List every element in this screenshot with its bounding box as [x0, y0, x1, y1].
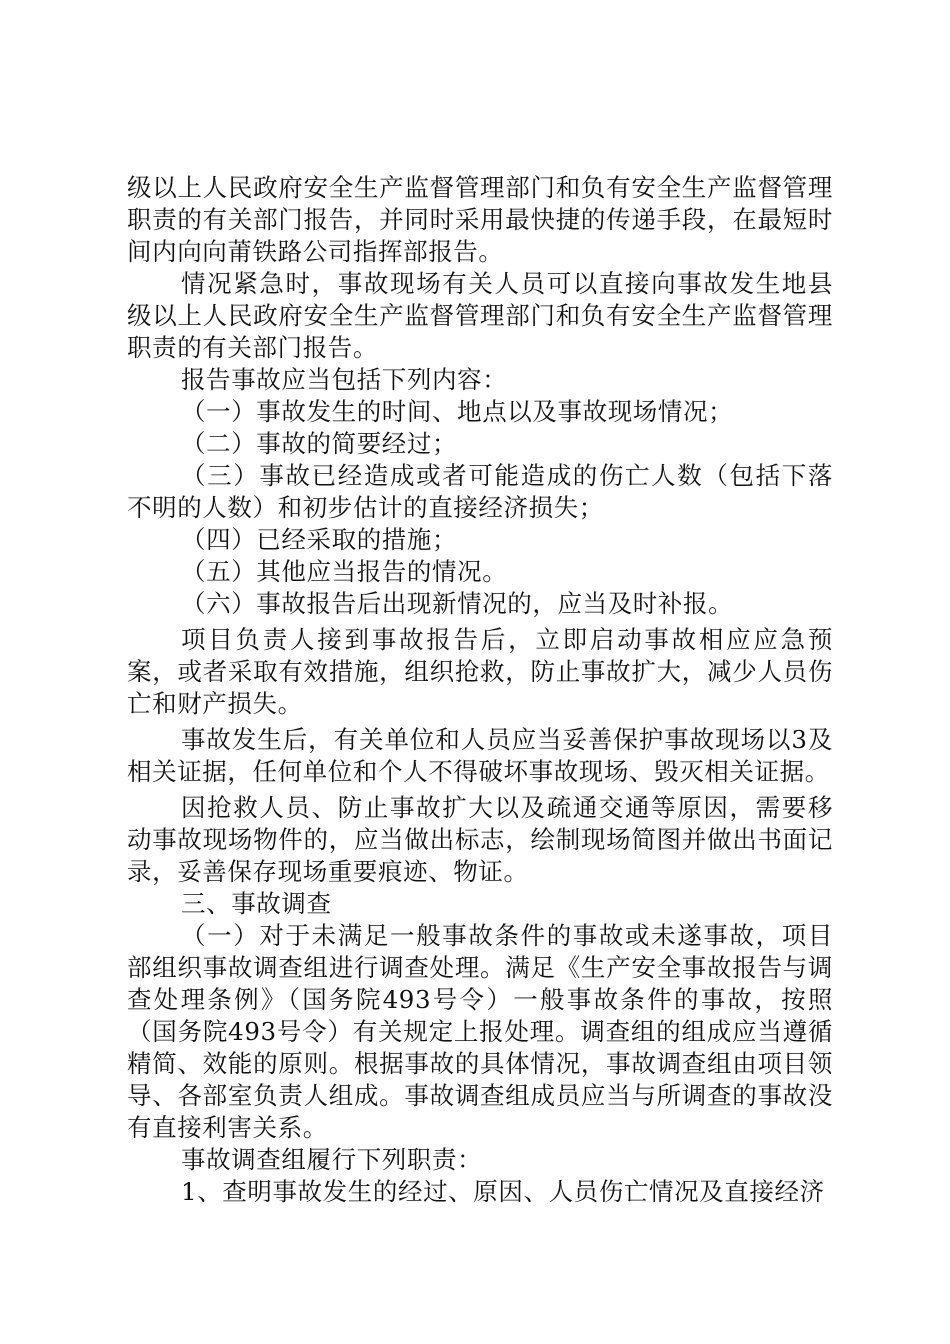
document-body [127, 172, 833, 1208]
paragraph-report-continuation: 级以上人民政府安全生产监督管理部门和负有安全生产监督管理职责的有关部门报告，并同时采用最快捷的传递手段，在最短时间内向向莆铁路公司指挥部报告。 [127, 173, 833, 266]
paragraph-team-duties-intro: 事故调查组履行下列职责： [181, 1145, 483, 1174]
list-item-report-3: （三）事故已经造成或者可能造成的伤亡人数（包括下落不明的人数）和初步估计的直接经济损失； [127, 461, 833, 522]
paragraph-report-contents-intro: 报告事故应当包括下列内容： [181, 365, 508, 394]
paragraph-protect-scene: 事故发生后，有关单位和人员应当妥善保护事故现场以3及相关证据，任何单位和个人不得破坏事故现场、毁灭相关证据。 [127, 725, 833, 786]
list-item-report-4: （四）已经采取的措施； [181, 525, 458, 554]
paragraph-emergency-report: 情况紧急时，事故现场有关人员可以直接向事故发生地县级以上人民政府安全生产监督管理部门和负有安全生产监督管理职责的有关部门报告。 [127, 269, 833, 362]
list-item-report-6: （六）事故报告后出现新情况的，应当及时补报。 [181, 589, 734, 618]
list-item-report-1: （一）事故发生的时间、地点以及事故现场情况； [181, 397, 734, 426]
paragraph-investigation-team: （一）对于未满足一般事故条件的事故或未遂事故，项目部组织事故调查组进行调查处理。满足《生产安全事故报告与调查处理条例》（国务院493号令）一般事故条件的事故，按照（国务院493号令）有关规定上报处理。调查组的组成应当遵循精简、效能的原则。根据事故的具体情况，事故调查组由项目领导、各部室负责人组成。事故调查组成员应当与所调查的事故没有直接利害关系。 [127, 921, 833, 1142]
paragraph-project-leader-response: 项目负责人接到事故报告后，立即启动事故相应应急预案，或者采取有效措施，组织抢救，防止事故扩大，减少人员伤亡和财产损失。 [127, 625, 833, 718]
list-item-report-2: （二）事故的简要经过； [181, 429, 458, 458]
section-heading-investigation: 三、事故调查 [181, 889, 332, 918]
list-item-duty-1: 1、查明事故发生的经过、原因、人员伤亡情况及直接经济 [181, 1177, 825, 1206]
paragraph-move-objects: 因抢救人员、防止事故扩大以及疏通交通等原因，需要移动事故现场物件的，应当做出标志，绘制现场简图并做出书面记录，妥善保存现场重要痕迹、物证。 [127, 793, 833, 886]
list-item-report-5: （五）其他应当报告的情况。 [181, 557, 508, 586]
